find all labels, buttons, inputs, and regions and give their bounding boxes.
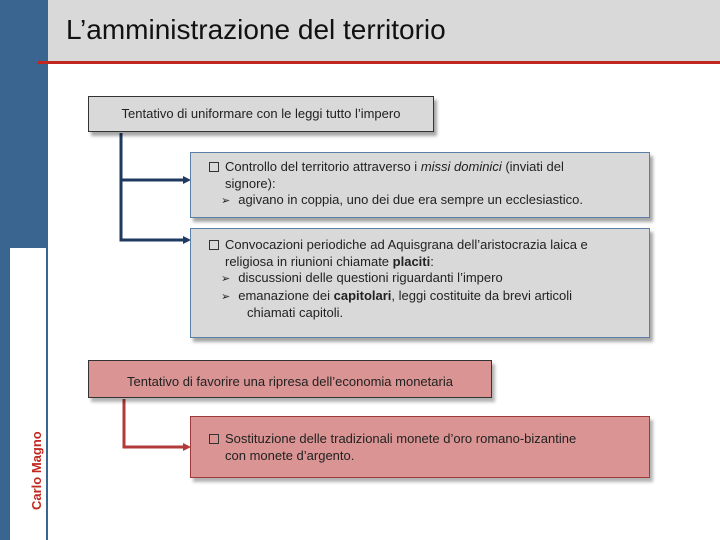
page-title: L’amministrazione del territorio xyxy=(66,14,446,45)
checkbox-bullet-icon xyxy=(209,434,219,444)
side-label: Carlo Magno xyxy=(29,431,44,510)
section2-heading: Tentativo di favorire una ripresa dell’economia monetaria xyxy=(127,374,453,389)
checkbox-bullet-icon xyxy=(209,240,219,250)
section2-item1-box: Sostituzione delle tradizionali monete d’oro romano-bizantine con monete d’argento. xyxy=(190,416,650,478)
arrow-bullet-icon: ➢ xyxy=(221,290,231,303)
section1-item1-box: Controllo del territorio attraverso i missi dominici (inviati del signore): ➢ agivano in coppia, uno dei due era sempre un ecclesiastico. xyxy=(190,152,650,218)
arrow-bullet-icon: ➢ xyxy=(221,195,231,207)
checkbox-bullet-icon xyxy=(209,162,219,172)
section1-heading-box xyxy=(88,96,434,132)
arrow-bullet-icon: ➢ xyxy=(221,273,231,285)
section1-item2-box: Convocazioni periodiche ad Aquisgrana dell’aristocrazia laica e religiosa in riunioni chiamate placiti: ➢ discussioni delle questioni riguardanti l’impero ➢ emanazione dei capitolari, leggi costituite da brevi articoli chiamati capitoli. xyxy=(190,228,650,338)
section2-heading-box xyxy=(88,360,492,398)
section1-heading: Tentativo di uniformare con le leggi tutto l’impero xyxy=(121,106,401,121)
